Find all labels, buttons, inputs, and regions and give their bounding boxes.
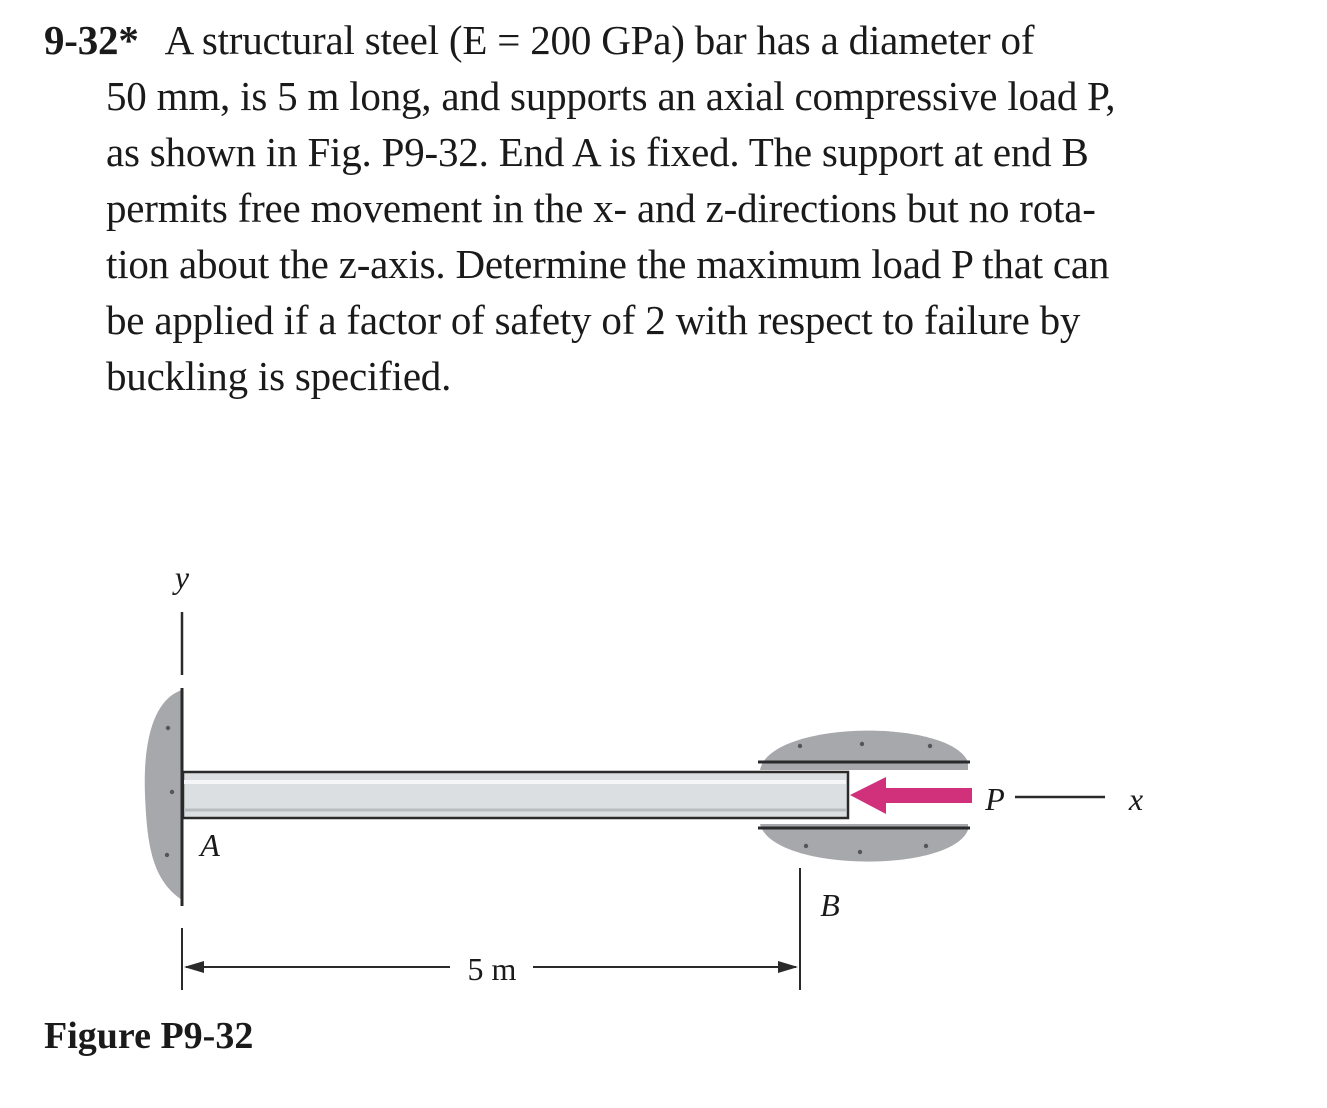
guided-support-b-lower [760, 824, 968, 862]
load-p-arrow [850, 777, 972, 814]
figure-caption: Figure P9-32 [44, 1015, 254, 1057]
x-axis-label: x [1128, 781, 1144, 817]
y-axis-label: y [174, 559, 190, 595]
support-texture-dot [928, 744, 932, 748]
support-texture-dot [170, 790, 174, 794]
length-dimension-label: 5 m [467, 951, 517, 987]
dimension-arrowhead-left [184, 961, 204, 973]
support-texture-dot [798, 744, 802, 748]
load-p-label: P [985, 781, 1005, 817]
problem-text-line: permits free movement in the x- and z-directions but no rota- [106, 185, 1096, 231]
guided-support-b [760, 731, 968, 770]
support-texture-dot [165, 853, 169, 857]
dimension-arrowhead-right [778, 961, 798, 973]
problem-text-line: buckling is specified. [106, 353, 452, 399]
problem-text-line: 50 mm, is 5 m long, and supports an axial compressive load P, [106, 73, 1116, 119]
problem-text-line: be applied if a factor of safety of 2 with respect to failure by [106, 297, 1081, 343]
support-texture-dot [860, 742, 864, 746]
problem-number: 9-32* [44, 17, 139, 63]
problem-text-line: as shown in Fig. P9-32. End A is fixed. The support at end B [106, 129, 1089, 175]
end-a-label: A [200, 827, 220, 863]
support-texture-dot [804, 844, 808, 848]
support-texture-dot [924, 844, 928, 848]
support-texture-dot [166, 726, 170, 730]
fixed-support-a [145, 690, 182, 900]
problem-text-line: tion about the z-axis. Determine the maximum load P that can [106, 241, 1110, 287]
problem-text-line: A structural steel (E = 200 GPa) bar has a diameter of [164, 17, 1035, 63]
support-texture-dot [858, 850, 862, 854]
end-b-label: B [820, 887, 840, 923]
